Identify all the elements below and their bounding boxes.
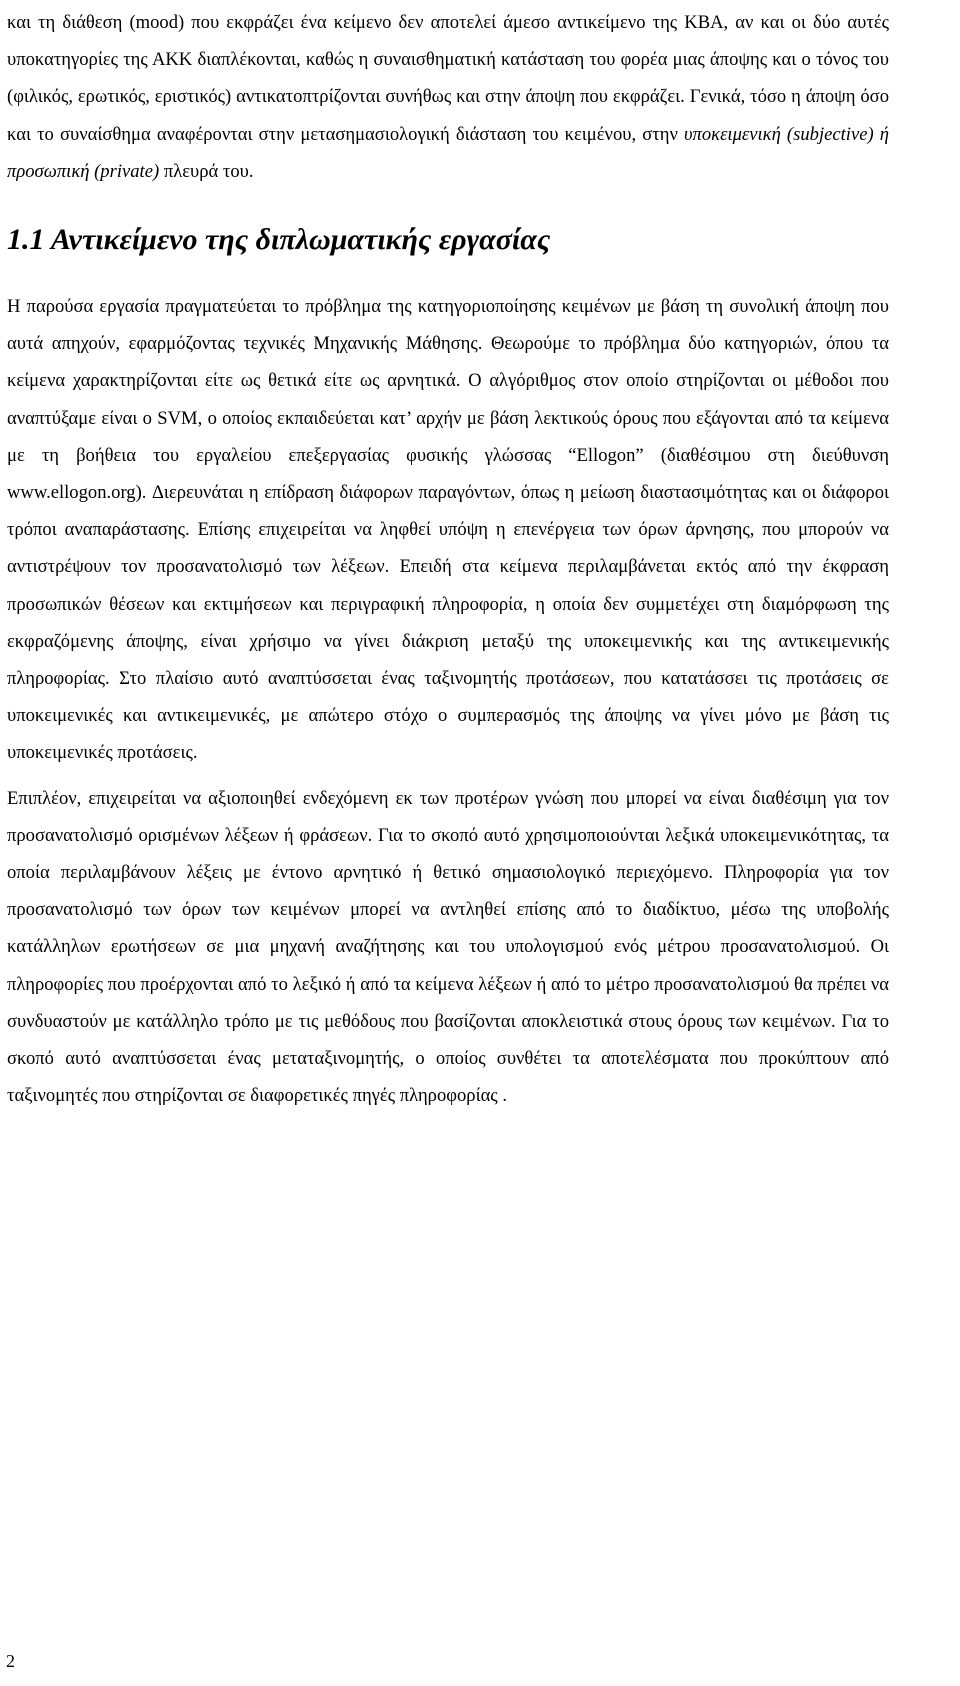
intro-text-end: πλευρά του. <box>159 160 254 182</box>
intro-italic-text: υποκειμενική (subjective) ή προσωπική (private) <box>7 123 889 182</box>
section-heading: 1.1 Αντικείμενο της διπλωματικής εργασίας <box>7 223 551 257</box>
intro-text: και τη διάθεση (mood) που εκφράζει ένα κείμενο δεν αποτελεί άμεσο αντικείμενο της ΚΒΑ, αν και οι δύο αυτές υποκατηγορίες της ΑΚΚ διαπλέκονται, καθώς η συναισθηματική κατάσταση του φορέα μιας άποψης και ο τόνος του (φιλικός, ερωτικός, εριστικός) αντικατοπτρίζονται συνήθως και στην άποψη που εκφράζει. Γενικά, τόσο η άποψη όσο και το συναίσθημα αναφέρονται στην μετασημασιολογική διάσταση του κειμένου, στην <box>7 12 889 145</box>
page-content <box>7 4 889 1114</box>
page-number: 2 <box>6 1651 15 1671</box>
additional-paragraph: Επιπλέον, επιχειρείται να αξιοποιηθεί ενδεχόμενη εκ των προτέρων γνώση που μπορεί να είναι διαθέσιμη για τον προσανατολισμό ορισμένων λέξεων ή φράσεων. Για το σκοπό αυτό χρησιμοποιούνται λεξικά υποκειμενικότητας, τα οποία περιλαμβάνουν λέξεις με έντονο αρνητικό ή θετικό σημασιολογικό περιεχόμενο. Πληροφορία για τον προσανατολισμό των όρων των κειμένων μπορεί να αντληθεί επίσης από το διαδίκτυο, μέσω της υποβολής κατάλληλων ερωτήσεων σε μια μηχανή αναζήτησης και του υπολογισμού ενός μέτρου προσανατολισμού. Οι πληροφορίες που προέρχονται από το λεξικό ή από τα κείμενα λέξεων ή από το μέτρο προσανατολισμού θα πρέπει να συνδυαστούν με κατάλληλο τρόπο με τις μεθόδους που βασίζονται αποκλειστικά στους όρους των κειμένων. Για το σκοπό αυτό αναπτύσσεται ένας μεταταξινομητής, ο οποίος συνθέτει τα αποτελέσματα που προκύπτουν από ταξινομητές που στηρίζονται σε διαφορετικές πηγές πληροφορίας . <box>7 787 889 1107</box>
main-paragraph: Η παρούσα εργασία πραγματεύεται το πρόβλημα της κατηγοριοποίησης κειμένων με βάση τη συνολική άποψη που αυτά απηχούν, εφαρμόζοντας τεχνικές Μηχανικής Μάθησης. Θεωρούμε το πρόβλημα δύο κατηγοριών, όπου τα κείμενα χαρακτηρίζονται είτε ως θετικά είτε ως αρνητικά. Ο αλγόριθμος στον οποίο στηρίζονται οι μέθοδοι που αναπτύξαμε είναι ο SVM, ο οποίος εκπαιδεύεται κατ’ αρχήν με βάση λεκτικούς όρους που εξάγονται από τα κείμενα με τη βοήθεια του εργαλείου επεξεργασίας φυσικής γλώσσας “Ellogon” (διαθέσιμου στη διεύθυνση www.ellogon.org). Διερευνάται η επίδραση διάφορων παραγόντων, όπως η μείωση διαστασιμότητας και οι διάφοροι τρόποι αναπαράστασης. Επίσης επιχειρείται να ληφθεί υπόψη η επενέργεια των όρων άρνησης, που μπορούν να αντιστρέψουν τον προσανατολισμό των λέξεων. Επειδή στα κείμενα περιλαμβάνεται εκτός από την έκφραση προσωπικών θέσεων και εκτιμήσεων και περιγραφική πληροφορία, η οποία δεν συμμετέχει στη διαμόρφωση της εκφραζόμενης άποψης, είναι χρήσιμο να γίνει διάκριση μεταξύ της υποκειμενικής και της αντικειμενικής πληροφορίας. Στο πλαίσιο αυτό αναπτύσσεται ένας ταξινομητής προτάσεων, που κατατάσσει τις προτάσεις σε υποκειμενικές και αντικειμενικές, με απώτερο στόχο ο συμπερασμός της άποψης να γίνει μόνο με βάση τις υποκειμενικές προτάσεις. <box>7 296 889 764</box>
intro-paragraph <box>7 4 889 190</box>
